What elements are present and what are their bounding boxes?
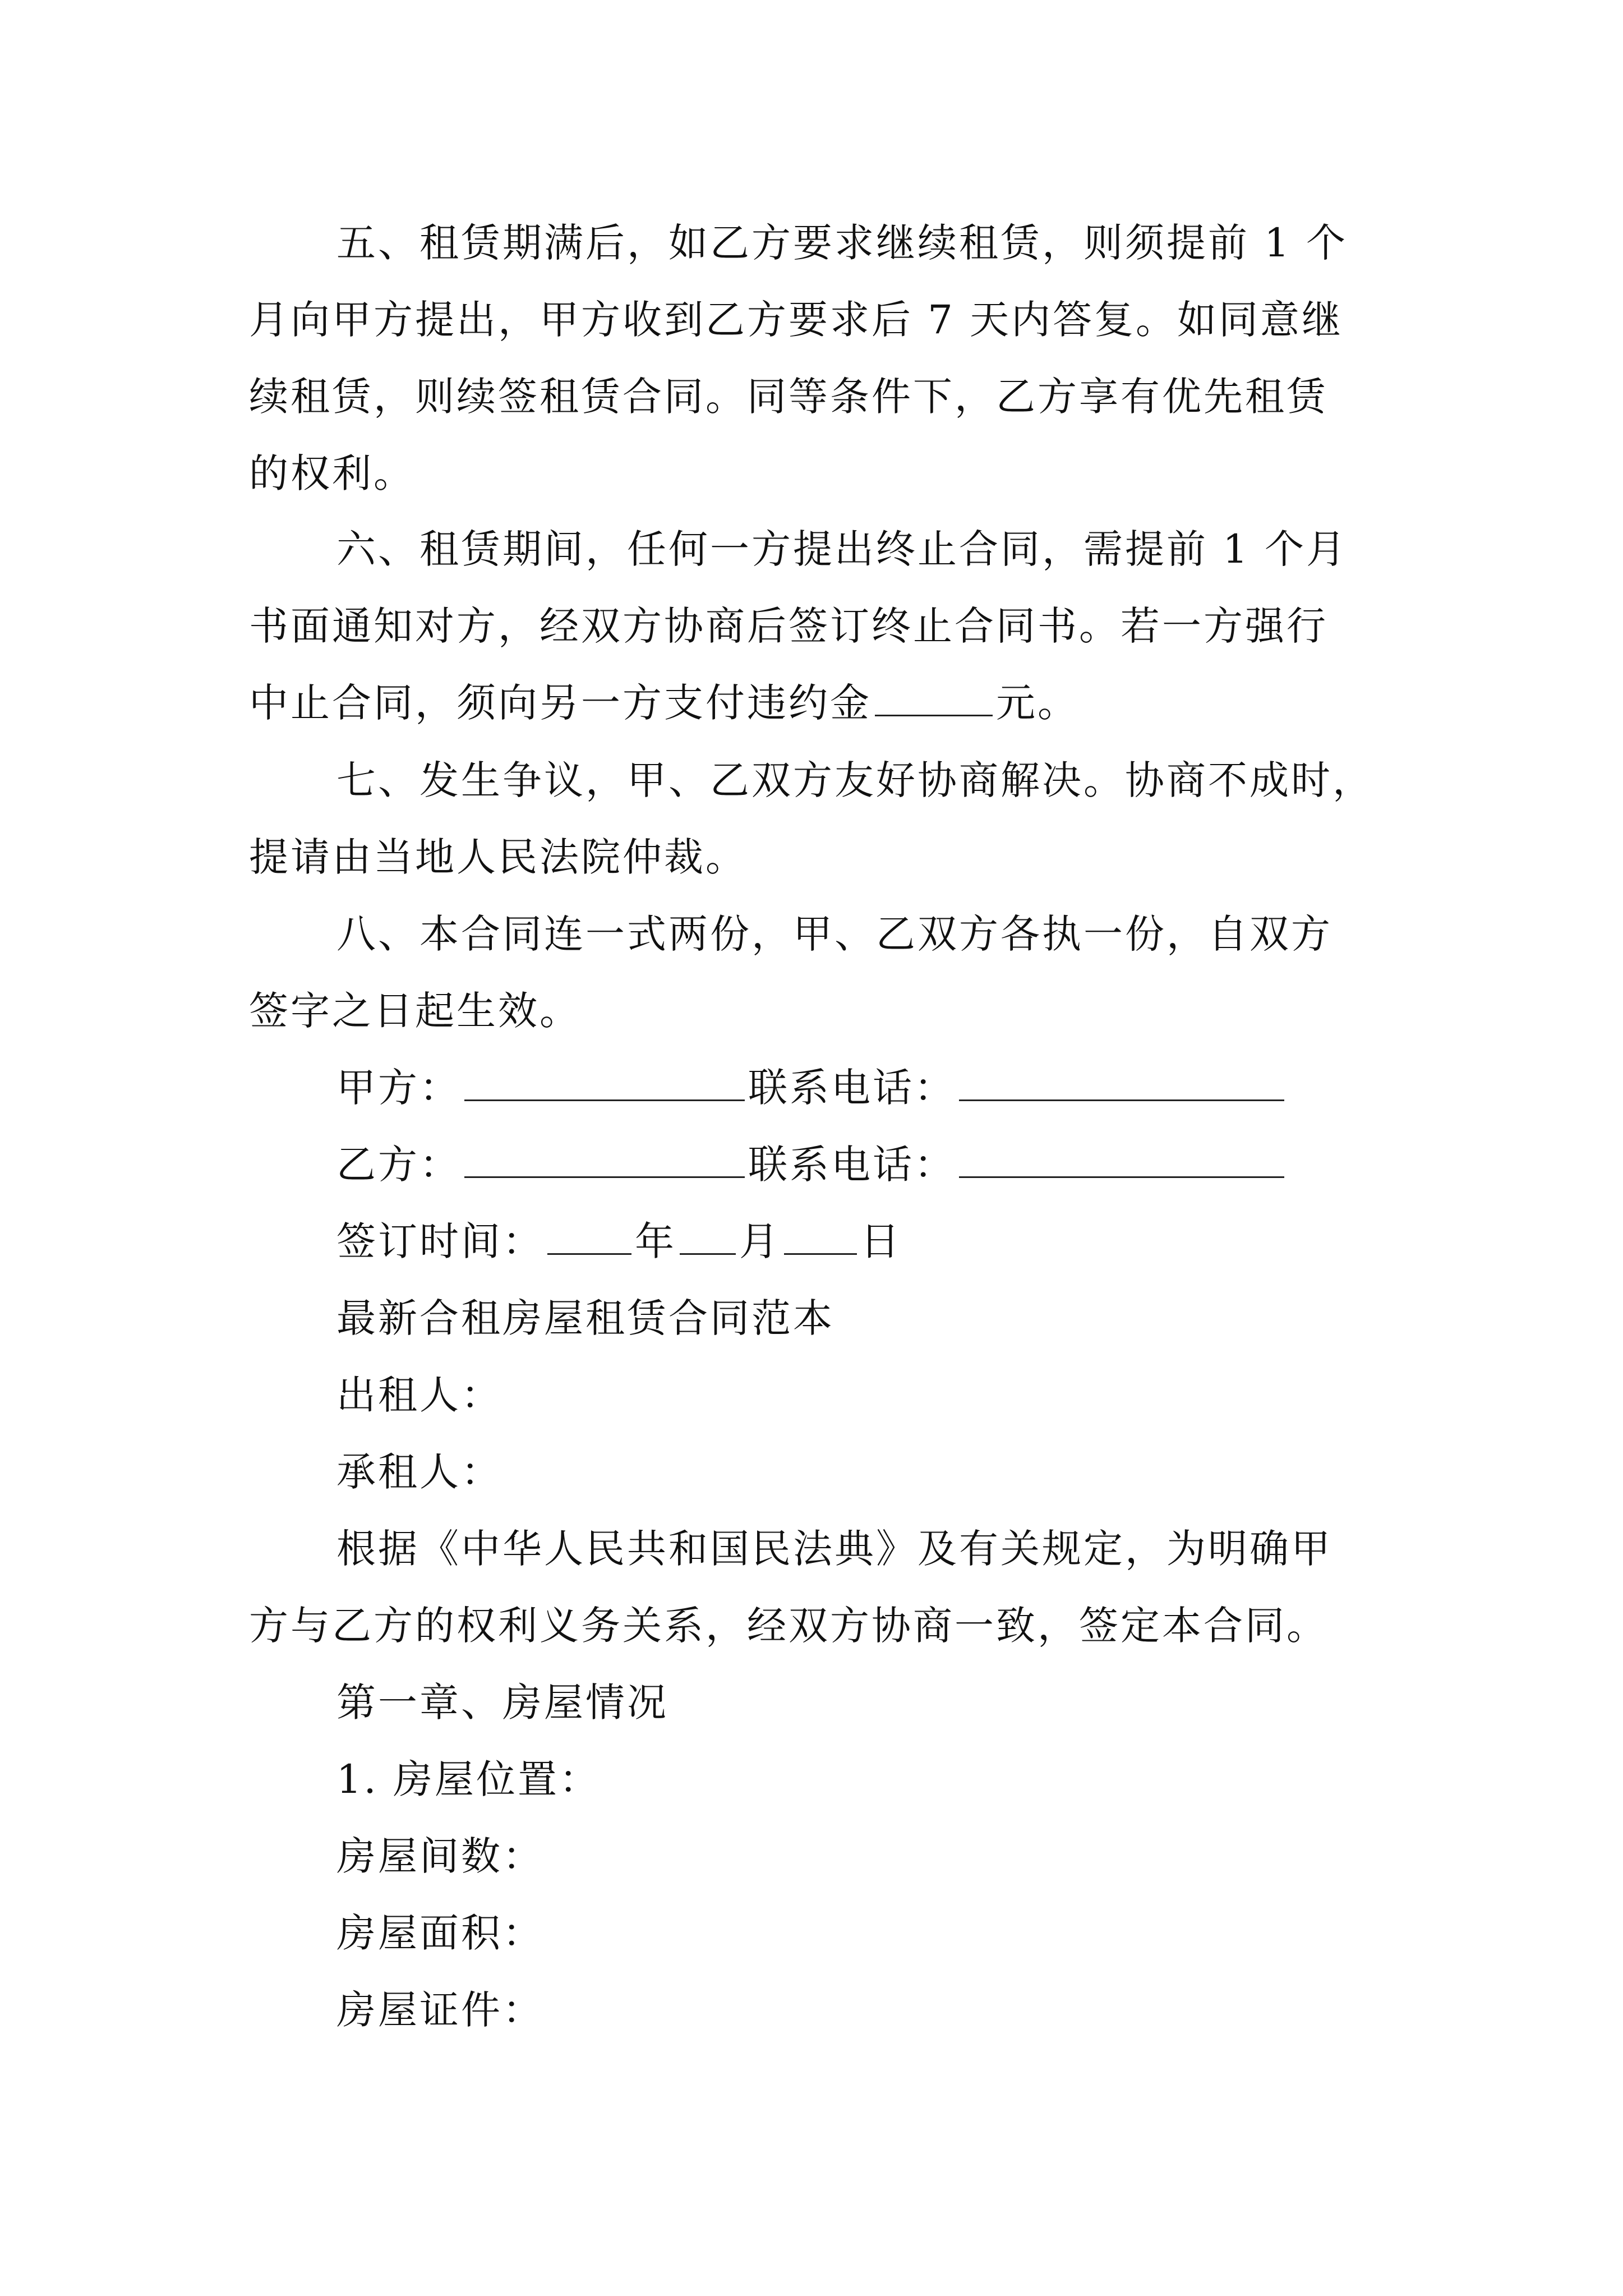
- day-label: 日: [860, 1218, 902, 1264]
- clause-6: [249, 511, 1387, 742]
- preamble-line-1: 根据《中华人民共和国民法典》及有关规定，为明确甲: [336, 1526, 1332, 1572]
- clause-7-line-1: 七、发生争议，甲、乙双方友好协商解决。协商不成时，: [336, 757, 1374, 803]
- month-blank: [680, 1222, 736, 1255]
- party-a-label: 甲方：: [336, 1065, 461, 1111]
- party-b-phone-label: 联系电话：: [748, 1142, 956, 1188]
- clause-5-line-1: 五、租赁期满后，如乙方要求继续租赁，则须提前 1 个: [336, 220, 1348, 266]
- clause-5-line-3: 续租赁，则续签租赁合同。同等条件下，乙方享有优先租赁: [249, 374, 1328, 420]
- clause-6-line-2: 书面通知对方，经双方协商后签订终止合同书。若一方强行: [249, 603, 1328, 649]
- signing-date-row: [249, 1203, 1387, 1280]
- signing-date-label: 签订时间：: [336, 1218, 544, 1264]
- clause-6-line-3: [249, 665, 1387, 742]
- house-location-label: 1. 房屋位置：: [336, 1756, 601, 1802]
- day-blank: [784, 1222, 857, 1255]
- preamble-line-2: 方与乙方的权利义务关系，经双方协商一致，签定本合同。: [249, 1603, 1328, 1649]
- clause-6-line-3-prefix: 中止合同，须向另一方支付违约金: [249, 680, 872, 726]
- chapter-1-heading: 第一章、房屋情况: [336, 1680, 668, 1726]
- penalty-amount-blank: [875, 683, 993, 716]
- clause-5-line-2: 月向甲方提出，甲方收到乙方要求后 7 天内答复。如同意继: [249, 297, 1344, 343]
- contract-2-title: 最新合租房屋租赁合同范本: [336, 1295, 834, 1341]
- signature-block: [249, 1050, 1387, 1280]
- party-a-name-blank: [464, 1068, 745, 1101]
- party-b-name-blank: [464, 1145, 745, 1178]
- house-certificate-label: 房屋证件：: [336, 1987, 544, 2033]
- party-b-phone-blank: [959, 1145, 1284, 1178]
- house-rooms-label: 房屋间数：: [336, 1833, 544, 1879]
- clause-5-line-4: 的权利。: [249, 450, 415, 496]
- clause-8-line-1: 八、本合同连一式两份，甲、乙双方各执一份，自双方: [336, 911, 1332, 957]
- party-a-phone-label: 联系电话：: [748, 1065, 956, 1111]
- clause-8-line-2: 签字之日起生效。: [249, 988, 581, 1034]
- clause-7-line-2: 提请由当地人民法院仲裁。: [249, 834, 747, 880]
- clause-6-line-1: 六、租赁期间，任何一方提出终止合同，需提前 1 个月: [336, 526, 1348, 572]
- party-b-row: [249, 1126, 1387, 1203]
- year-blank: [547, 1222, 631, 1255]
- clause-6-line-3-suffix: 元。: [996, 680, 1079, 726]
- house-area-label: 房屋面积：: [336, 1910, 544, 1956]
- party-b-label: 乙方：: [336, 1142, 461, 1188]
- year-label: 年: [635, 1218, 676, 1264]
- lessor-label: 出租人：: [336, 1372, 502, 1418]
- clause-5: [249, 205, 1387, 512]
- contract-2: [249, 1280, 1387, 2049]
- month-label: 月: [739, 1218, 781, 1264]
- party-a-phone-blank: [959, 1068, 1284, 1101]
- clause-7: [249, 742, 1387, 896]
- party-a-row: [249, 1050, 1387, 1126]
- lessee-label: 承租人：: [336, 1449, 502, 1495]
- clause-8: [249, 896, 1387, 1050]
